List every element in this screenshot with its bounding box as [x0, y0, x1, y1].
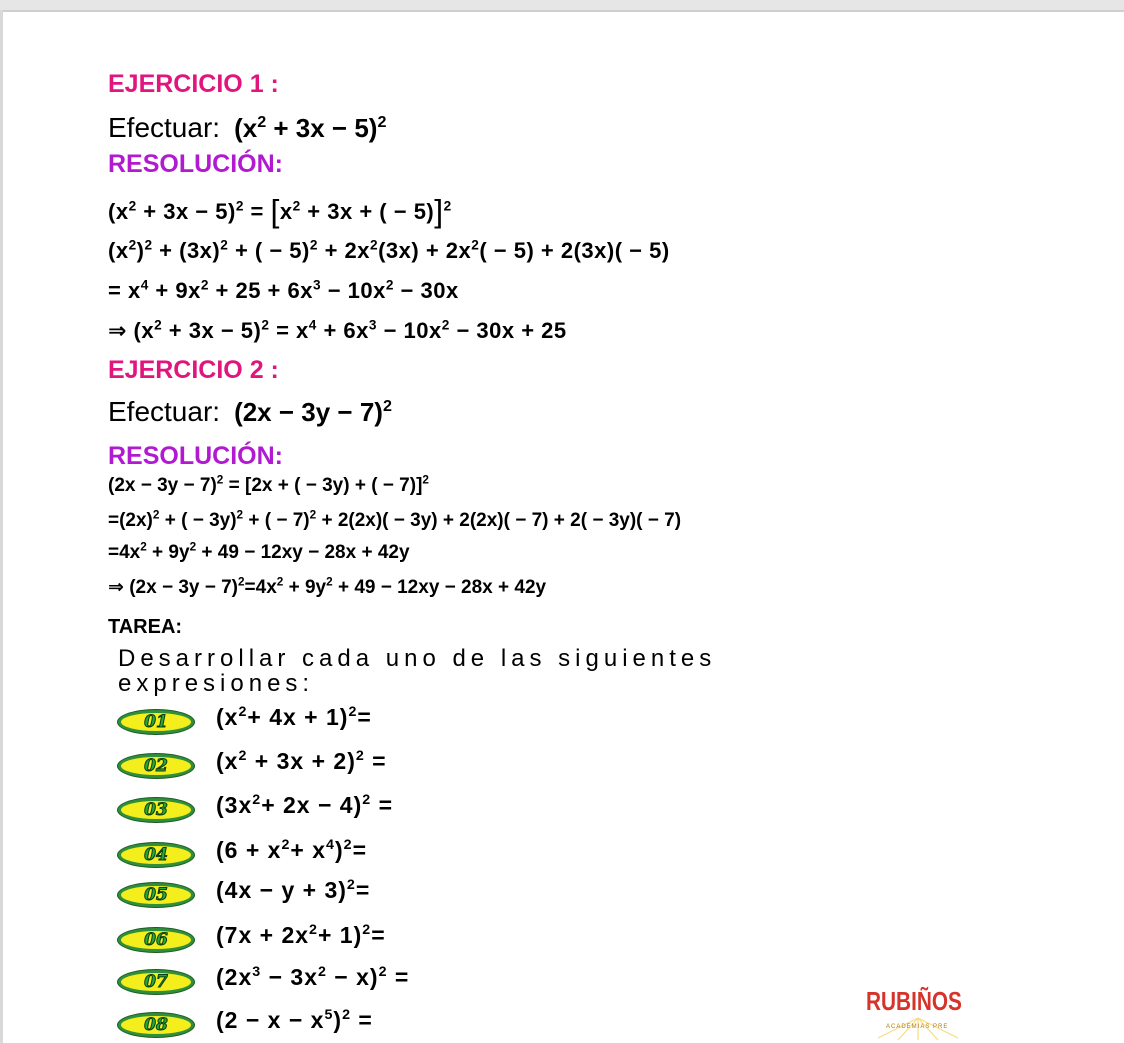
ejercicio-1-title: EJERCICIO 1 :	[108, 70, 279, 98]
ejercicio-1-expression: $(x^2 + 3x - 5)^2$	[234, 113, 387, 143]
number-badge: 05	[118, 883, 194, 907]
item-expression: $(2 - x - x^5)^2$ =	[216, 1007, 373, 1033]
ejercicio-1-resolucion: RESOLUCIÓN:	[108, 150, 283, 178]
ej1-step-3: = $x^4 + 9x^2 + 25 + 6x^3 - 10x^2 - 30x$	[108, 277, 459, 303]
ejercicio-2-expression: $(2x - 3y - 7)^2$	[234, 397, 392, 427]
number-badge: 01	[118, 710, 194, 734]
tarea-instruction-line-2: expresiones:	[118, 670, 315, 697]
item-expression: $(3x^2+ 2x - 4)^2$ =	[216, 792, 394, 818]
number-badge: 02	[118, 754, 194, 778]
ejercicio-2-title: EJERCICIO 2 :	[108, 356, 279, 384]
item-expression: $(6 + x^2+ x^4)^2=$	[216, 837, 368, 863]
number-badge: 06	[118, 928, 194, 952]
number-badge: 07	[118, 970, 194, 994]
ej1-step-1: $(x^2 + 3x - 5)^2 = [x^2 + 3x$ + ( − 5)]$^2$	[108, 193, 452, 229]
left-border	[0, 10, 3, 1043]
number-badge: 04	[118, 843, 194, 867]
ejercicio-2-statement	[108, 396, 392, 428]
ej2-step-2: $=(2x)^2$ + ( − 3y)$^2$ + ( − 7)$^2$ + 2(2x)( − 3y) + 2(2x)( − 7) + 2( − 3y)( − 7)	[108, 508, 682, 531]
tarea-instruction-line-1: Desarrollar cada uno de las siguientes	[118, 645, 717, 672]
ejercicio-2-resolucion: RESOLUCIÓN:	[108, 442, 283, 470]
ej1-step-4: ⇒ $(x^2 + 3x - 5)^2 = x^4 + 6x^3 - 10x^2 - 30x + 25$	[108, 317, 567, 343]
rubinos-logo	[848, 978, 978, 1040]
item-expression: $(4x - y + 3)^2=$	[216, 877, 371, 903]
ej1-step-2: $(x^2)^2 + (3x)^2$ + ( − $5)^2 + 2x^2(3x) + 2x^2( - 5) + 2(3x)( - 5)$	[108, 237, 670, 263]
ej2-step-1: $(2x - 3y - 7)^2 = [2x$ + ( − 3y) + ( − 7)]$^2$	[108, 473, 429, 496]
efectuar-label: Efectuar:	[108, 396, 221, 427]
top-border	[0, 0, 1124, 12]
number-badge: 08	[118, 1013, 194, 1037]
ej2-step-4: ⇒ $(2x - 3y - 7)^2=4x^2 + 9y^2 + 49 - 12xy - 28x + 42y$	[108, 575, 547, 598]
number-badge: 03	[118, 798, 194, 822]
ejercicio-1-statement	[108, 112, 386, 144]
logo-subtitle: ACADEMIAS PRE	[886, 1024, 949, 1030]
ej2-step-3: $=4x^2 + 9y^2 + 49 - 12xy - 28x + 42y$	[108, 540, 410, 563]
item-expression: $(7x + 2x^2+ 1)^2=$	[216, 922, 386, 948]
item-expression: $(2x^3 - 3x^2 - x)^2$ =	[216, 964, 410, 990]
efectuar-label: Efectuar:	[108, 112, 221, 143]
tarea-label: TAREA:	[108, 616, 183, 638]
item-expression: $(x^2+ 4x + 1)^2=$	[216, 704, 372, 730]
logo-text: RUBIÑOS	[866, 986, 962, 1016]
item-expression: $(x^2 + 3x + 2)^2$ =	[216, 748, 387, 774]
